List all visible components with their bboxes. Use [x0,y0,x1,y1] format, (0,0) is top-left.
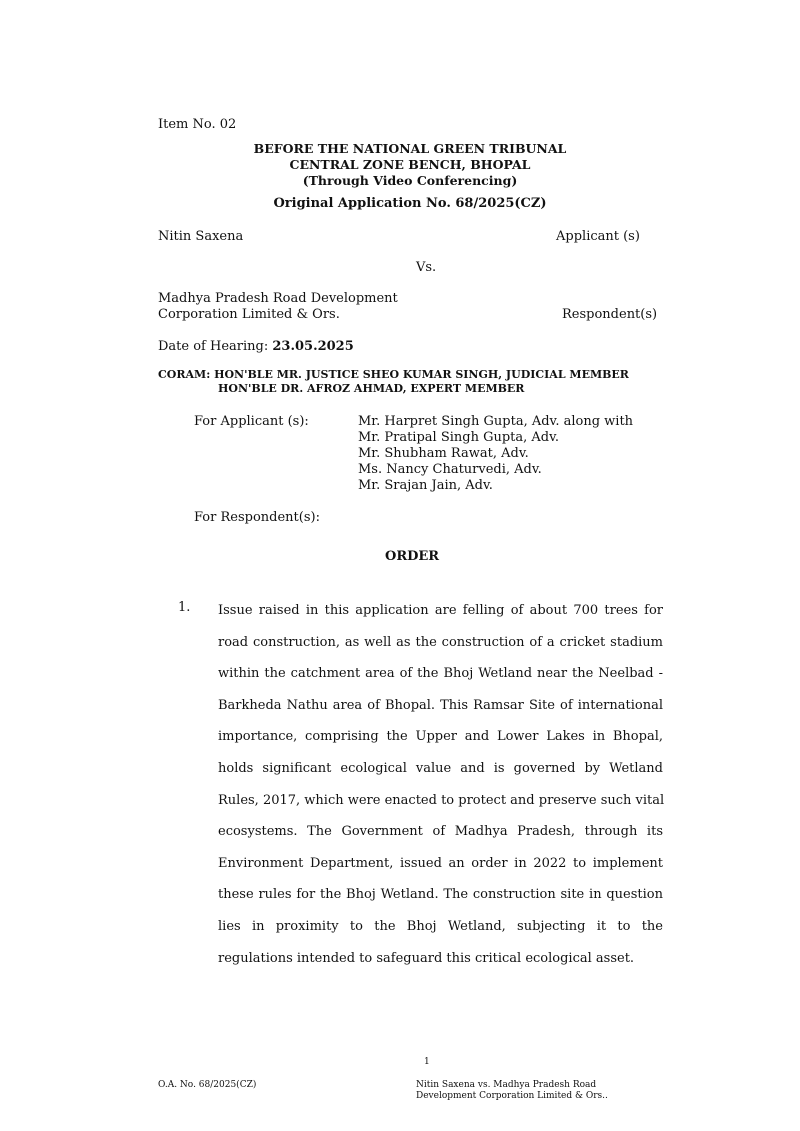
versus: Vs. [416,260,437,275]
paragraph-line: Issue raised in this application are felling of about 700 trees for [218,603,663,618]
paragraph-number: 1. [178,600,191,615]
respondent-name-line-2: Corporation Limited & Ors. [158,307,340,322]
paragraph-line: regulations intended to safeguard this critical ecological asset. [218,950,635,966]
order-title: ORDER [385,549,440,564]
paragraph-line: lies in proximity to the Bhoj Wetland, subjecting it to the [218,918,663,934]
heading-line-1: BEFORE THE NATIONAL GREEN TRIBUNAL [253,141,567,156]
applicant-name: Nitin Saxena [158,229,244,244]
application-number: Original Application No. 68/2025(CZ) [273,196,547,211]
footer-case-title-line-2: Development Corporation Limited & Ors.. [416,1091,608,1101]
coram-line-1: CORAM: HON'BLE MR. JUSTICE SHEO KUMAR SINGH, JUDICIAL MEMBER [158,368,629,381]
applicant-counsel-label: For Applicant (s): [194,414,309,429]
item-number: Item No. 02 [158,117,237,132]
paragraph-line: Rules, 2017, which were enacted to protect and preserve such vital [218,792,665,808]
paragraph-line: within the catchment area of the Bhoj Wetland near the Neelbad - [218,666,663,682]
paragraph-line: importance, comprising the Upper and Lower Lakes in Bhopal, [218,729,663,745]
hearing-date-label: Date of Hearing: [158,339,273,354]
page-number: 1 [424,1057,430,1067]
paragraph-1-body [218,595,663,974]
coram-line-2: HON'BLE DR. AFROZ AHMAD, EXPERT MEMBER [218,382,525,395]
counsel-name: Mr. Srajan Jain, Adv. [358,478,493,493]
paragraph-line: Environment Department, issued an order in 2022 to implement [218,855,663,871]
footer-case-title-line-1: Nitin Saxena vs. Madhya Pradesh Road [416,1080,597,1090]
paragraph-line: road construction, as well as the construction of a cricket stadium [218,634,663,650]
respondent-label: Respondent(s) [562,307,658,322]
respondent-name-line-1: Madhya Pradesh Road Development [158,291,398,306]
paragraph-line: these rules for the Bhoj Wetland. The construction site in question [218,887,663,903]
respondent-counsel-label: For Respondent(s): [194,510,320,525]
paragraph-line: Barkheda Nathu area of Bhopal. This Ramsar Site of international [218,697,663,713]
heading-line-2: CENTRAL ZONE BENCH, BHOPAL [289,157,531,172]
tribunal-heading [200,141,620,189]
counsel-name: Mr. Shubham Rawat, Adv. [358,446,529,461]
applicant-counsel-list [358,414,633,494]
hearing-date-row [158,339,354,354]
footer-case-number: O.A. No. 68/2025(CZ) [158,1080,257,1090]
counsel-name: Mr. Pratipal Singh Gupta, Adv. [358,430,560,445]
paragraph-line: ecosystems. The Government of Madhya Pradesh, through its [218,824,663,840]
paragraph-line: holds significant ecological value and is governed by Wetland [218,760,663,776]
applicant-label: Applicant (s) [556,229,640,244]
counsel-name: Ms. Nancy Chaturvedi, Adv. [358,462,542,477]
heading-line-3: (Through Video Conferencing) [302,173,518,188]
counsel-name: Mr. Harpret Singh Gupta, Adv. along with [358,414,634,429]
footer-case-title [416,1080,608,1102]
hearing-date: 23.05.2025 [272,339,354,354]
